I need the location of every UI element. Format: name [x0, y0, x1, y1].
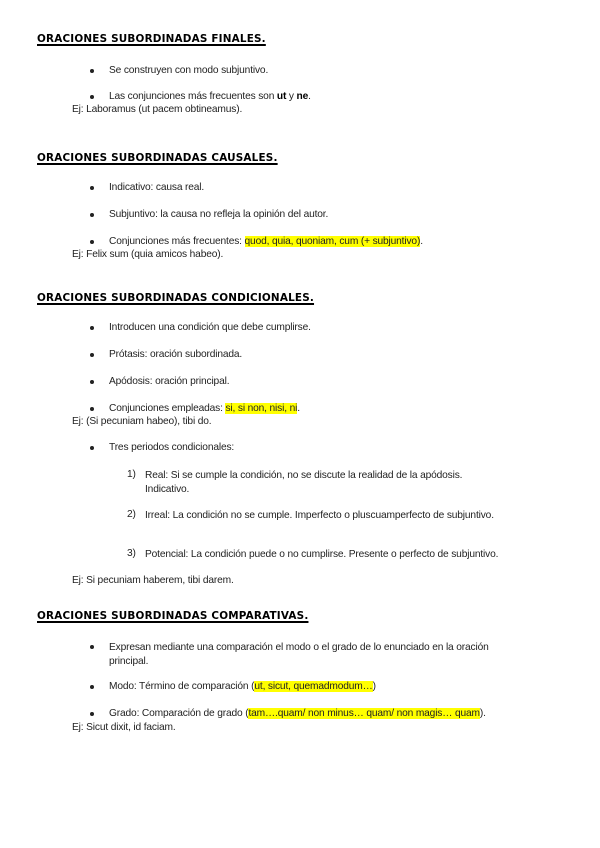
text-run: . [420, 236, 423, 247]
list-item-text: Prótasis: oración subordinada. [109, 349, 243, 360]
bullet-icon [90, 685, 94, 689]
heading-causales: ORACIONES SUBORDINADAS CAUSALES. [37, 152, 278, 164]
bullet-icon [90, 69, 94, 73]
bullet-icon [90, 95, 94, 99]
list-item-text: Indicativo: causa real. [109, 182, 205, 193]
highlighted-text: tam….quam/ non minus… quam/ non magis… quam [248, 708, 480, 719]
list-item-text [109, 681, 376, 692]
bullet-icon [90, 380, 94, 384]
bullet-icon [90, 353, 94, 357]
example-comparativas: Ej: Sicut dixit, id faciam. [72, 722, 176, 733]
item-text: Potencial: La condición puede o no cumplirse. Presente o perfecto de subjuntivo. [145, 549, 499, 560]
bullet-icon [90, 712, 94, 716]
highlighted-text: quod, quia, quoniam, cum (+ subjuntivo) [244, 236, 421, 247]
text-run: . [297, 403, 300, 414]
list-item-text: Introducen una condición que debe cumplirse. [109, 322, 311, 333]
text-run: y [286, 91, 297, 102]
text-run: Modo: Término de comparación ( [109, 681, 255, 692]
bullet-icon [90, 407, 94, 411]
list-item-text [109, 708, 486, 719]
list-item-text [109, 236, 423, 247]
list-item-text: Se construyen con modo subjuntivo. [109, 65, 269, 76]
list-item-text [109, 91, 311, 102]
list-item-text: Expresan mediante una comparación el modo o el grado de lo enunciado en la oración principal. [109, 642, 489, 667]
text-run: ). [479, 708, 486, 719]
example-finales: Ej: Laboramus (ut pacem obtineamus). [72, 104, 243, 115]
bold-ne: ne [296, 91, 309, 102]
item-number: 3) [127, 548, 136, 559]
example-causales: Ej: Felix sum (quia amicos habeo). [72, 249, 224, 260]
text-run: Conjunciones empleadas: [109, 403, 226, 414]
example-condicionales-1: Ej: (Si pecuniam habeo), tibi do. [72, 416, 212, 427]
highlighted-text: si, si non, nisi, ni [225, 403, 298, 414]
text-run: Las conjunciones más frecuentes son [109, 91, 277, 102]
bullet-icon [90, 645, 94, 649]
list-item-text: Subjuntivo: la causa no refleja la opinión del autor. [109, 209, 329, 220]
item-number: 1) [127, 469, 136, 480]
bold-ut: ut [276, 91, 287, 102]
bullet-icon [90, 326, 94, 330]
item-text: Real: Si se cumple la condición, no se discute la realidad de la apódosis. Indicativo. [145, 470, 463, 495]
example-condicionales-2: Ej: Si pecuniam haberem, tibi darem. [72, 575, 234, 586]
text-run: Grado: Comparación de grado ( [109, 708, 249, 719]
heading-comparativas: ORACIONES SUBORDINADAS COMPARATIVAS. [37, 610, 309, 622]
bullet-icon [90, 446, 94, 450]
item-text: Irreal: La condición no se cumple. Imperfecto o pluscuamperfecto de subjuntivo. [145, 510, 494, 521]
text-run: ) [372, 681, 376, 692]
list-item-text: Apódosis: oración principal. [109, 376, 230, 387]
heading-finales: ORACIONES SUBORDINADAS FINALES. [37, 33, 266, 45]
list-item-text: Tres periodos condicionales: [109, 442, 235, 453]
bullet-icon [90, 213, 94, 217]
heading-condicionales: ORACIONES SUBORDINADAS CONDICIONALES. [37, 292, 315, 304]
list-item-text [109, 403, 300, 414]
text-run: Conjunciones más frecuentes: [109, 236, 245, 247]
highlighted-text: ut, sicut, quemadmodum… [254, 681, 373, 692]
bullet-icon [90, 240, 94, 244]
item-number: 2) [127, 509, 136, 520]
bullet-icon [90, 186, 94, 190]
text-run: . [308, 91, 311, 102]
